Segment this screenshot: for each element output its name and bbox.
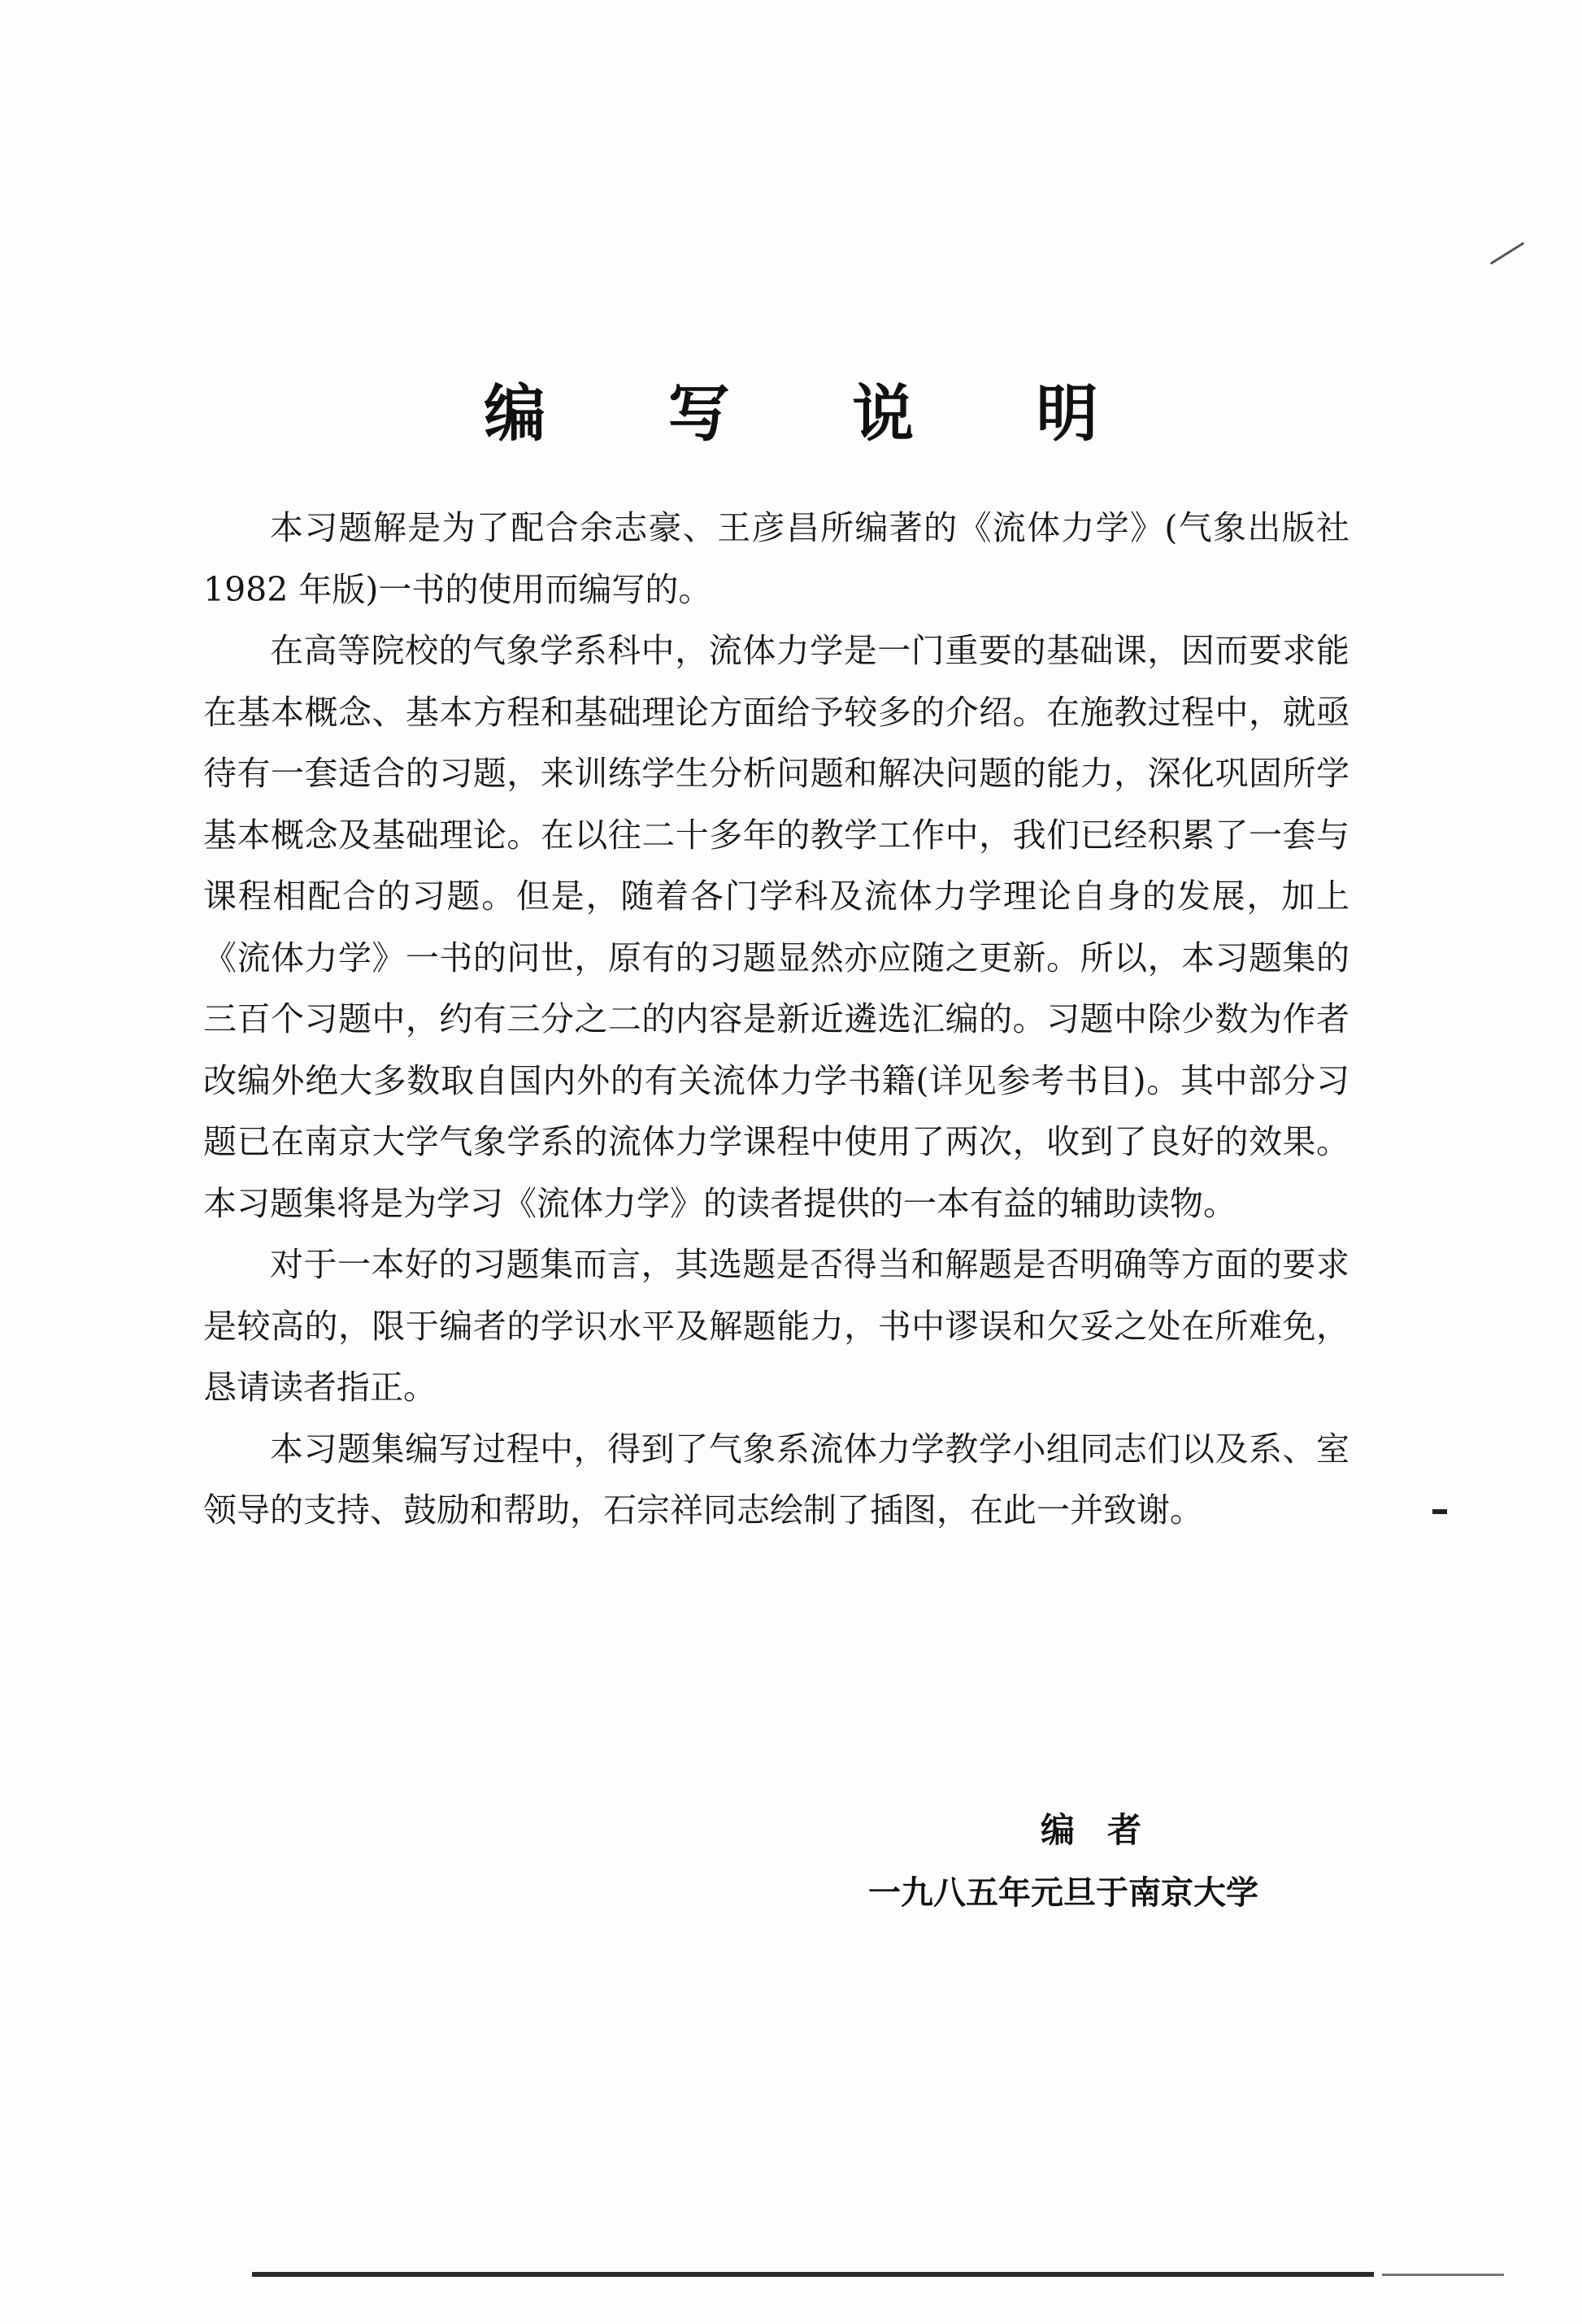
bottom-rule [252, 2272, 1374, 2277]
paragraph: 在高等院校的气象学系科中，流体力学是一门重要的基础课，因而要求能在基本概念、基本方程和基础理论方面给予较多的介绍。在施教过程中，就亟待有一套适合的习题，来训练学生分析问题和解决问题的能力，深化巩固所学基本概念及基础理论。在以往二十多年的教学工作中，我们已经积累了一套与课程相配合的习题。但是，随着各门学科及流体力学理论自身的发展，加上《流体力学》一书的问世，原有的习题显然亦应随之更新。所以，本习题集的三百个习题中，约有三分之二的内容是新近遴选汇编的。习题中除少数为作者改编外绝大多数取自国内外的有关流体力学书籍(详见参考书目)。其中部分习题已在南京大学气象学系的流体力学课程中使用了两次，收到了良好的效果。本习题集将是为学习《流体力学》的读者提供的一本有益的辅助读物。 [203, 631, 1349, 1223]
scan-artifact-dash [1432, 1509, 1447, 1514]
scan-artifact-mark [1490, 242, 1524, 265]
date-line: 一九八五年元旦于南京大学 [868, 1874, 1258, 1912]
bottom-rule-faint [1382, 2274, 1504, 2276]
paragraph: 对于一本好的习题集而言，其选题是否得当和解题是否明确等方面的要求是较高的，限于编者的学识水平及解题能力，书中谬误和欠妥之处在所难免，恳请读者指正。 [203, 1245, 1349, 1407]
paragraph: 本习题集编写过程中，得到了气象系流体力学教学小组同志们以及系、室领导的支持、鼓励和帮助，石宗祥同志绘制了插图，在此一并致谢。 [203, 1429, 1349, 1530]
body-text [203, 498, 1349, 1542]
paragraph: 本习题解是为了配合余志豪、王彦昌所编著的《流体力学》(气象出版社 1982 年版)一书的使用而编写的。 [203, 508, 1349, 609]
page-title: 编 写 说 明 [484, 376, 1149, 450]
signature: 编者 [1041, 1810, 1175, 1850]
